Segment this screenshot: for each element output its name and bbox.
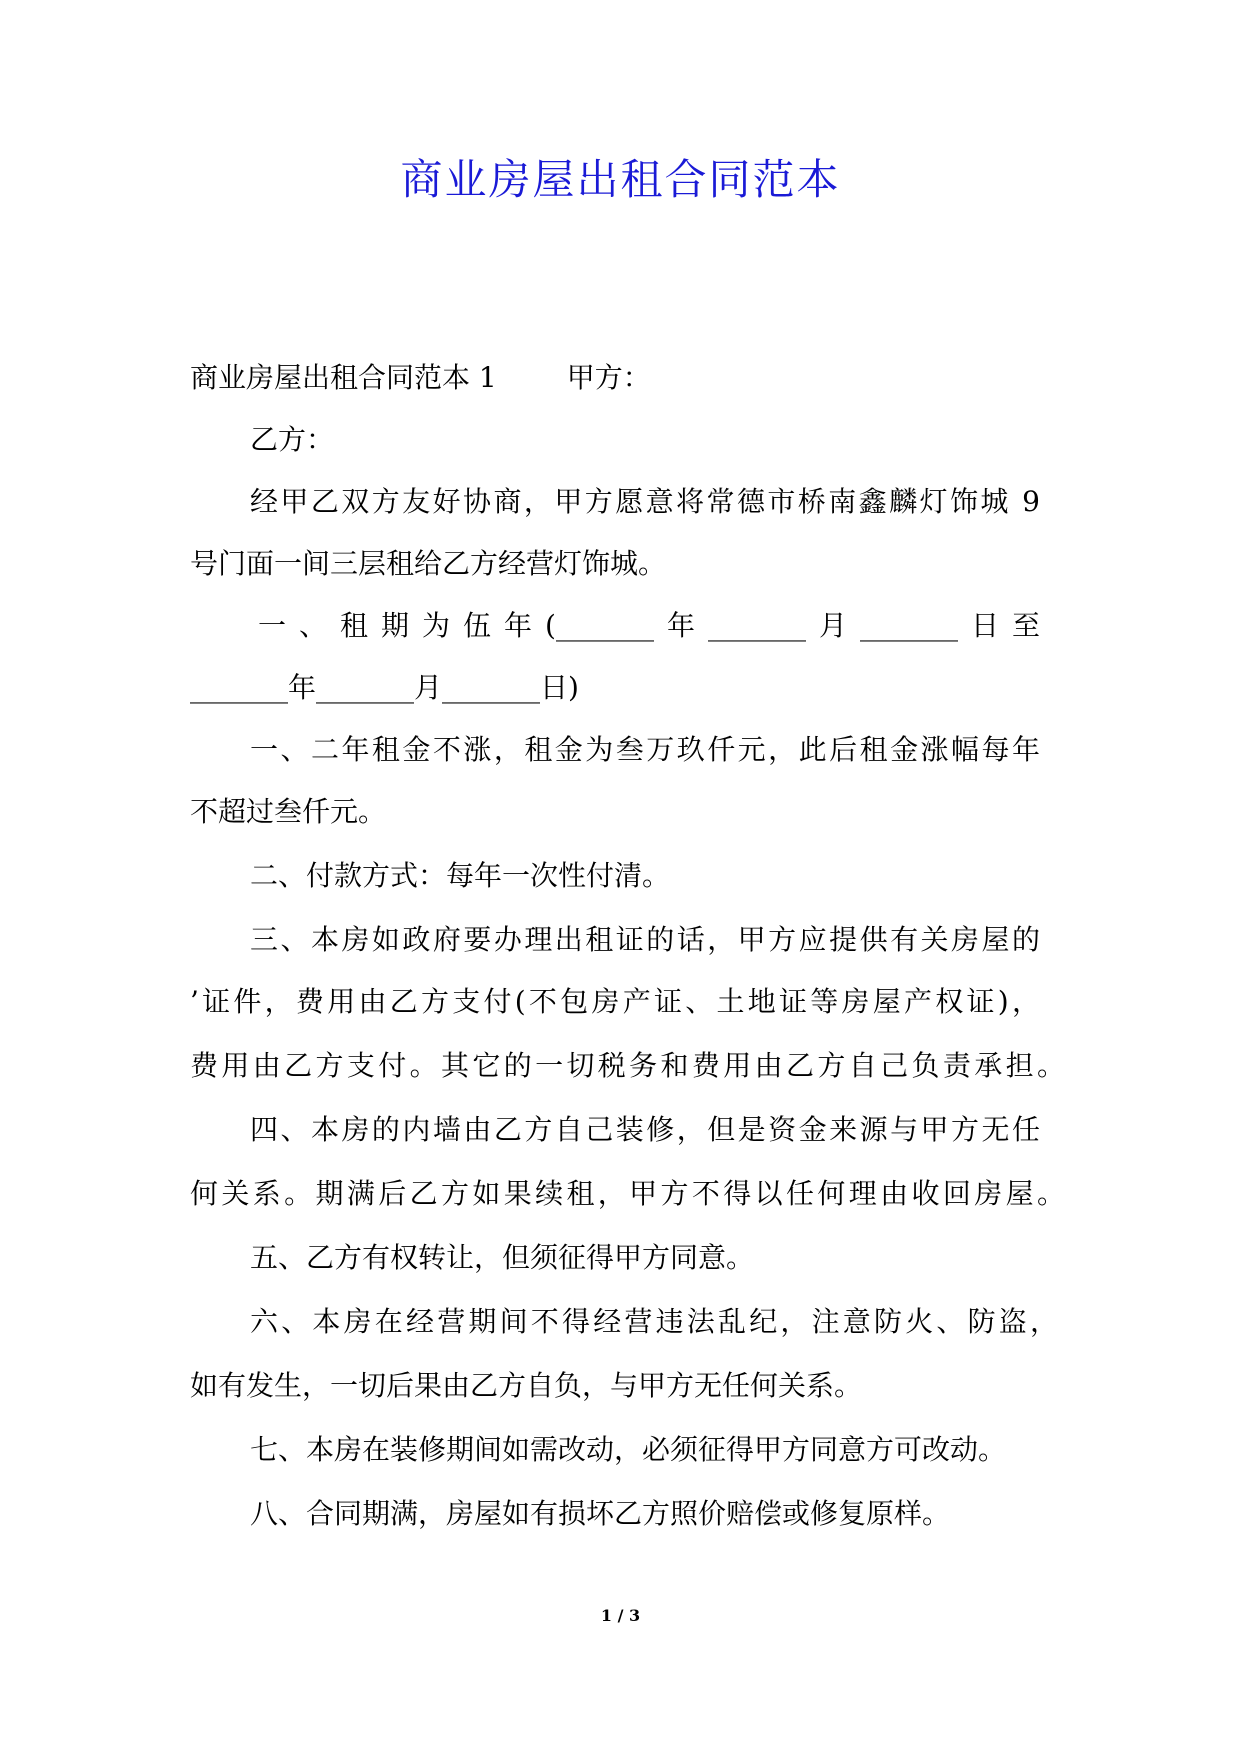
page-number: 1 / 3 bbox=[600, 1606, 641, 1625]
subtitle-line bbox=[190, 358, 1070, 398]
document-title: 商业房屋出租合同范本 bbox=[400, 155, 841, 204]
paragraph-line: 号门面一间三层租给乙方经营灯饰城。 bbox=[190, 547, 667, 580]
paragraph-line: 如有发生，一切后果由乙方自负，与甲方无任何关系。 bbox=[190, 1369, 863, 1402]
paragraph-line: 五、乙方有权转让，但须征得甲方同意。 bbox=[250, 1241, 755, 1274]
paragraph-line: 不超过叁仟元。 bbox=[190, 795, 387, 828]
paragraph-line: 六、本房在经营期间不得经营违法乱纪，注意防火、防盗， bbox=[250, 1305, 1058, 1338]
paragraph-line: 七、本房在装修期间如需改动，必须征得甲方同意方可改动。 bbox=[250, 1433, 1007, 1466]
paragraph-line: _______年_______月_______日) bbox=[190, 671, 579, 704]
paragraph-line: 经甲乙双方友好协商，甲方愿意将常德市桥南鑫麟灯饰城 9 bbox=[250, 485, 1040, 518]
paragraph-line: 何关系。期满后乙方如果续租，甲方不得以任何理由收回房屋。 bbox=[190, 1177, 1065, 1210]
paragraph-line: 三、本房如政府要办理出租证的话，甲方应提供有关房屋的 bbox=[250, 923, 1040, 956]
paragraph-line: 一、二年租金不涨，租金为叁万玖仟元，此后租金涨幅每年 bbox=[250, 733, 1040, 766]
paragraph-line: ’证件，费用由乙方支付(不包房产证、土地证等房屋产权证)， bbox=[190, 985, 1040, 1018]
paragraph-line: 八、合同期满，房屋如有损坏乙方照价赔偿或修复原样。 bbox=[250, 1497, 951, 1530]
party-b-label: 乙方： bbox=[250, 423, 335, 456]
paragraph-line: 二、付款方式：每年一次性付清。 bbox=[250, 859, 671, 892]
paragraph-line: 费用由乙方支付。其它的一切税务和费用由乙方自己负责承担。 bbox=[190, 1049, 1065, 1082]
document-subtitle: 商业房屋出租合同范本 1 bbox=[190, 361, 497, 394]
party-a-label: 甲方： bbox=[566, 361, 651, 394]
paragraph-line: 四、本房的内墙由乙方自己装修，但是资金来源与甲方无任 bbox=[250, 1113, 1040, 1146]
paragraph-line: 一、租期为伍年(_______年_______月_______日至 bbox=[258, 609, 1040, 642]
